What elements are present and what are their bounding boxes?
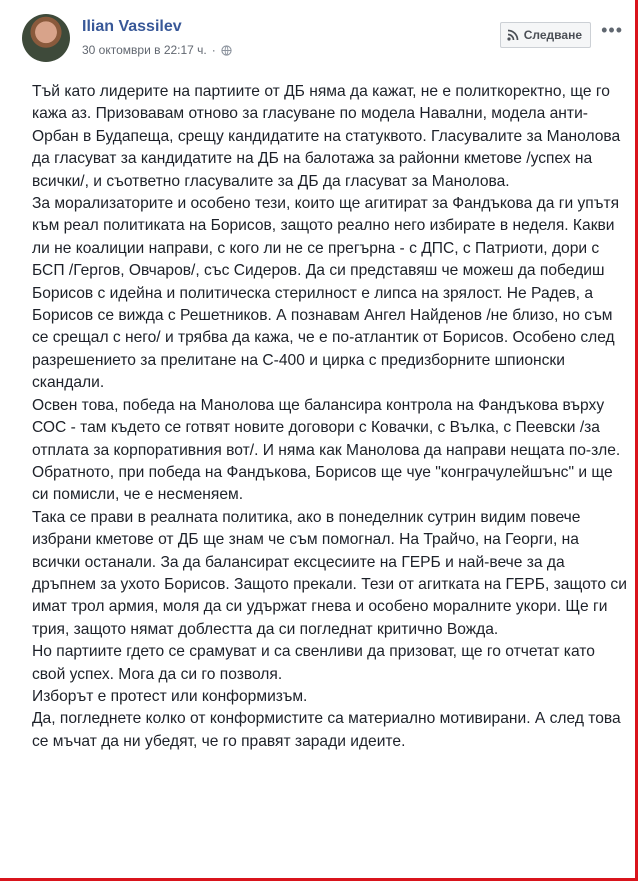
post-meta <box>82 43 232 57</box>
globe-icon[interactable] <box>221 45 232 56</box>
author-name[interactable]: Ilian Vassilev <box>82 18 182 35</box>
post-timestamp[interactable]: 30 октомври в 22:17 ч. <box>82 43 207 57</box>
post-paragraph: За морализаторите и особено тези, които ще агитират за Фандъкова да ги упътя към реал политиката на Борисов, защото реално него избирате в неделя. Какви ли не коалиции направи, с кого ли не се прегърна - с ДПС, с Патриоти, дори с БСП /Гергов, Овчаров/, със Сидеров. Да си представяш че можеш да победиш Борисов с идейна и политическа стерилност е липса на зрялост. Не Радев, а Борисов се вижда с Решетников. А познавам Ангел Найденов /не близо, но съм се срещал с него/ и трябва да кажа, че е по-атлантик от Борисов. Особено след разрешението за прелитане на С-400 и цирка с предизборните шпионски скандали. <box>32 195 620 392</box>
meta-separator: · <box>211 43 216 57</box>
post-header <box>22 12 625 68</box>
post-paragraph: Да, погледнете колко от конформистите са материално мотивирани. А след това се мъчат да ни убедят, че го правят заради идеите. <box>32 710 621 750</box>
post-body <box>32 81 628 753</box>
avatar[interactable] <box>22 14 70 62</box>
post-paragraph: Освен това, победа на Манолова ще балансира контрола на Фандъкова върху СОС - там където се готвят новите договори с Ковачки, с Вълка, с Пеевски /за отплата за корпоративния вот/. И няма как Манолова да направи нещата по-зле. Обратното, при победа на Фандъкова, Борисов ще чуе "конграчулейшънс" и ще си помисли, че е несменяем. <box>32 396 621 504</box>
post-paragraph: Изборът е протест или конформизъм. <box>32 687 308 705</box>
post-paragraph: Но партиите гдето се срамуват и са свенливи да призоват, ще го отчетат като свой успех. Мога да си го позволя. <box>32 643 595 683</box>
post-paragraph: Така се прави в реалната политика, ако в понеделник сутрин видим повече избрани кметове от ДБ ще знам че съм помогнал. На Трайчо, на Георги, на всички останали. За да балансират ексцесиите на ГЕРБ и най-вече за да дръпнем за ухото Борисов. Защото прекали. Тези от агитката на ГЕРБ, защото си имат трол армия, моля да си удържат гнева и особено моралните укори. Ще ги трия, защото нямат доблестта да си погледнат критично Вожда. <box>32 508 627 638</box>
post-paragraph: Тъй като лидерите на партиите от ДБ няма да кажат, не е политкоректно, ще го кажа аз. Призовавам отново за гласуване по модела Навални, модела анти-Орбан в Будапеща, срещу кандидатите на статуквото. Гласувалите за Манолова да гласуват за кандидатите на ДБ на балотажа за районни кметове /успех на всички/, и съответно гласувалите за ДБ да гласуват за Манолова. <box>32 83 621 190</box>
more-icon[interactable]: ••• <box>601 20 623 40</box>
follow-button[interactable] <box>500 22 591 48</box>
follow-label: Следване <box>523 28 582 42</box>
rss-icon <box>507 29 519 41</box>
